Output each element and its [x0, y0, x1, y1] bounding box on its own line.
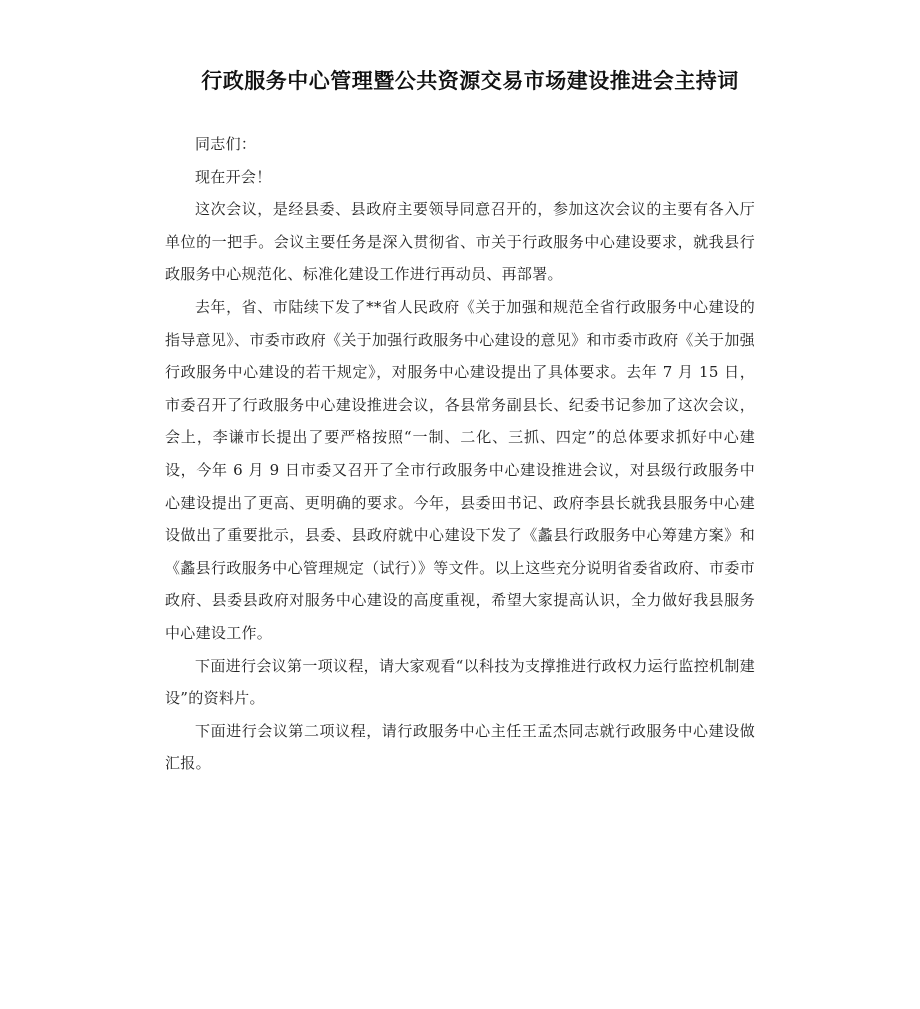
paragraph-background: 去年，省、市陆续下发了**省人民政府《关于加强和规范全省行政服务中心建设的指导意见》、市委市政府《关于加强行政服务中心建设的意见》和市委市政府《关于加强行政服务中心建设的若干规定》，对服务中心建设提出了具体要求。去年 7 月 15 日，市委召开了行政服务中心建设推进会议，各县常务副县长、纪委书记参加了这次会议，会上，李谦市长提出了要严格按照“一制、二化、三抓、四定”的总体要求抓好中心建设，今年 6 月 9 日市委又召开了全市行政服务中心建设推进会议，对县级行政服务中心建设提出了更高、更明确的要求。今年，县委田书记、政府李县长就我县服务中心建设做出了重要批示，县委、县政府就中心建设下发了《蠡县行政服务中心筹建方案》和《蠡县行政服务中心管理规定（试行）》等文件。以上这些充分说明省委省政府、市委市政府、县委县政府对服务中心建设的高度重视，希望大家提高认识，全力做好我县服务中心建设工作。: [165, 297, 755, 642]
paragraph-agenda-item-2: 下面进行会议第二项议程，请行政服务中心主任王孟杰同志就行政服务中心建设做汇报。: [165, 721, 755, 773]
document-title: 行政服务中心管理暨公共资源交易市场建设推进会主持词: [201, 69, 739, 93]
paragraph-meeting-purpose: 这次会议，是经县委、县政府主要领导同意召开的，参加这次会议的主要有各入厅单位的一把手。会议主要任务是深入贯彻省、市关于行政服务中心建设要求，就我县行政服务中心规范化、标准化建设工作进行再动员、再部署。: [165, 200, 755, 284]
paragraph-greeting: 同志们：: [195, 135, 257, 153]
paragraph-opening: 现在开会！: [195, 167, 272, 186]
paragraph-agenda-item-1: 下面进行会议第一项议程，请大家观看“以科技为支撑推进行政权力运行监控机制建设”的资料片。: [165, 656, 755, 708]
document-body: [165, 128, 755, 780]
